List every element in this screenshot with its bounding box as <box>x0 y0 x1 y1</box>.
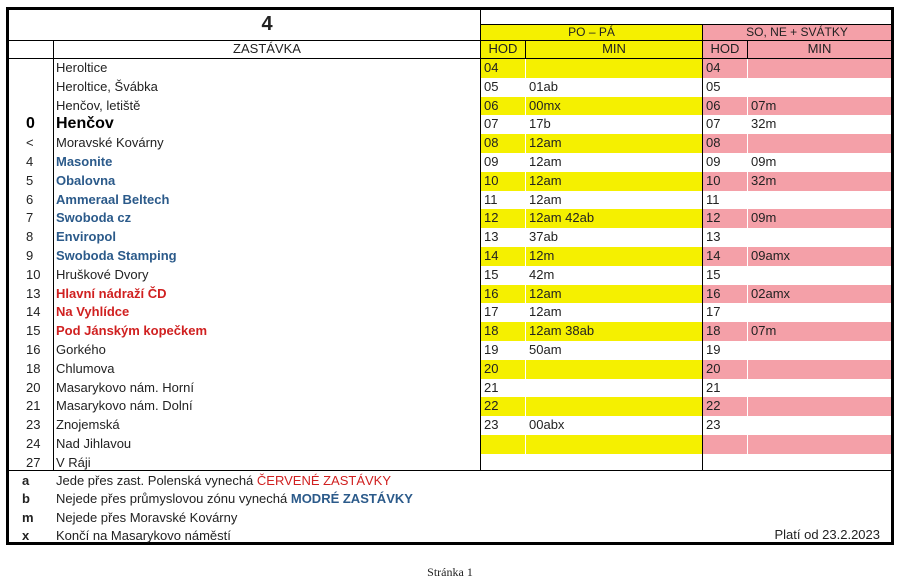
stop-km: 0 <box>26 115 35 133</box>
weekend-min: 07m <box>751 323 777 339</box>
weekday-hod: 18 <box>484 323 499 339</box>
grid-line <box>9 40 892 41</box>
weekday-hod: 10 <box>484 172 499 188</box>
weekday-hod: 04 <box>484 60 499 75</box>
legend-highlight: ČERVENÉ ZASTÁVKY <box>256 473 392 488</box>
weekend-min <box>751 341 889 360</box>
legend-description: Nejede přes průmyslovou zónu vynechá <box>56 491 291 507</box>
weekend-hod: 19 <box>706 342 721 357</box>
weekend-hod: 22 <box>706 398 721 414</box>
weekend-hod: 06 <box>706 97 721 113</box>
weekend-hod: 10 <box>706 172 721 188</box>
weekend-min <box>751 435 889 454</box>
weekday-hod: 07 <box>484 116 499 132</box>
weekday-min: 12am <box>529 135 562 151</box>
weekend-hod: 16 <box>706 285 721 301</box>
stop-km: 8 <box>26 229 34 245</box>
stop-km <box>12 59 52 78</box>
weekend-min <box>751 59 889 78</box>
grid-line <box>702 24 703 470</box>
line-number: 4 <box>261 13 273 35</box>
weekend-min: 09m <box>751 154 777 169</box>
weekend-hod: 07 <box>706 116 721 132</box>
weekend-hod: 11 <box>706 191 720 207</box>
stop-km: 21 <box>26 398 41 414</box>
legend-description: Končí na Masarykovo náměstí <box>56 527 231 543</box>
legend-text <box>56 490 516 508</box>
legend-description: Nejede přes Moravské Kovárny <box>56 509 238 525</box>
legend-text <box>56 527 516 545</box>
stop-km: 15 <box>26 323 41 339</box>
weekday-min <box>529 59 699 78</box>
weekday-hod: 14 <box>484 248 499 263</box>
stop-name: Masonite <box>56 154 113 169</box>
weekday-header: PO – PÁ <box>568 25 615 39</box>
weekend-hod: 21 <box>706 379 721 395</box>
stop-km: 9 <box>26 248 34 263</box>
stop-km: 20 <box>26 379 41 395</box>
weekday-hod: 06 <box>484 97 499 113</box>
stop-name: Znojemská <box>56 417 120 433</box>
legend-description: Jede přes zast. Polenská vynechá <box>56 473 257 488</box>
weekend-min <box>751 416 889 435</box>
stop-name: Moravské Kovárny <box>56 135 164 151</box>
legend-highlight: MODRÉ ZASTÁVKY <box>290 491 413 507</box>
stop-km: 18 <box>26 360 41 376</box>
zastavka-header: ZASTÁVKA <box>233 41 301 56</box>
legend-text <box>56 472 516 490</box>
weekday-min: 12m <box>529 248 555 263</box>
grid-line <box>481 24 892 25</box>
weekday-min: 17b <box>529 116 551 132</box>
weekday-min <box>529 360 699 379</box>
weekend-min <box>751 303 889 322</box>
weekend-min: 07m <box>751 97 777 113</box>
weekend-min: 32m <box>751 116 777 132</box>
legend-key: x <box>22 527 30 543</box>
stop-km: 24 <box>26 436 41 451</box>
stop-name: Masarykovo nám. Dolní <box>56 398 193 414</box>
weekday-min: 00abx <box>529 417 565 433</box>
weekday-hod: 12 <box>484 210 499 226</box>
weekend-min <box>751 191 889 210</box>
weekend-min: 02amx <box>751 285 791 301</box>
stop-km: < <box>26 135 34 151</box>
stop-km: 13 <box>26 285 41 301</box>
stop-km: 6 <box>26 191 34 207</box>
grid-line <box>525 58 526 470</box>
weekday-min <box>529 379 699 398</box>
weekend-hod: 08 <box>706 135 721 151</box>
weekday-min: 12am <box>529 172 562 188</box>
weekday-min-header: MIN <box>602 41 626 56</box>
weekend-hod: 04 <box>706 60 721 75</box>
stop-km <box>12 78 52 97</box>
stop-name: Obalovna <box>56 172 116 188</box>
weekday-hod: 08 <box>484 135 499 151</box>
weekend-hod: 14 <box>706 248 721 263</box>
weekday-hod: 21 <box>484 379 499 395</box>
weekday-min <box>529 397 699 416</box>
weekday-hod: 20 <box>484 360 499 376</box>
weekend-hod: 17 <box>706 304 721 320</box>
weekday-min <box>529 435 699 454</box>
stop-name: Ammeraal Beltech <box>56 191 170 207</box>
stop-km: 23 <box>26 417 41 433</box>
weekday-min: 12am <box>529 304 562 320</box>
stop-name: Pod Jánským kopečkem <box>56 323 208 339</box>
weekend-hod: 18 <box>706 323 721 339</box>
stop-km: 10 <box>26 266 41 282</box>
stop-name: Henčov <box>56 115 114 133</box>
stop-name: Hlavní nádraží ČD <box>56 285 167 301</box>
weekday-min: 12am <box>529 191 562 207</box>
stop-km: 16 <box>26 342 41 357</box>
weekday-hod: 22 <box>484 398 499 414</box>
weekday-min: 01ab <box>529 78 558 94</box>
weekend-min <box>751 78 889 97</box>
stop-km: 7 <box>26 210 34 226</box>
weekend-min <box>751 228 889 247</box>
stop-name: V Ráji <box>56 454 91 470</box>
stop-name: Hruškové Dvory <box>56 266 149 282</box>
weekday-min: 12am 38ab <box>529 323 595 339</box>
weekend-min <box>751 266 889 285</box>
stop-name: Swoboda cz <box>56 210 132 226</box>
weekend-min-header: MIN <box>807 41 832 56</box>
stop-km: 14 <box>26 304 41 320</box>
stop-km: 27 <box>26 454 41 470</box>
weekend-min: 09amx <box>751 248 791 263</box>
legend-key: b <box>22 491 30 507</box>
weekend-hod: 23 <box>706 417 721 433</box>
weekday-min: 12am <box>529 285 562 301</box>
weekend-min <box>751 360 889 379</box>
weekend-hod: 13 <box>706 229 721 245</box>
weekday-hod: 09 <box>484 154 499 169</box>
grid-line <box>747 58 748 470</box>
stop-km: 5 <box>26 172 34 188</box>
weekend-hod: 12 <box>706 210 721 226</box>
stop-name: Enviropol <box>56 229 116 245</box>
stop-name: Chlumova <box>56 360 115 376</box>
stop-name: Heroltice <box>56 60 108 75</box>
weekend-min <box>751 134 889 153</box>
weekend-min <box>751 397 889 416</box>
weekday-hod: 11 <box>484 191 498 207</box>
stop-km: 4 <box>26 154 34 169</box>
grid-line <box>53 40 54 470</box>
weekday-hod: 16 <box>484 285 499 301</box>
stop-km <box>12 97 52 116</box>
weekday-min: 50am <box>529 342 562 357</box>
stop-name: Swoboda Stamping <box>56 248 177 263</box>
weekday-hod: 17 <box>484 304 499 320</box>
stop-name: Henčov, letiště <box>56 97 141 113</box>
grid-line <box>9 470 892 471</box>
valid-from: Platí od 23.2.2023 <box>774 527 880 542</box>
weekday-hod: 23 <box>484 417 499 433</box>
page-number: Stránka 1 <box>427 565 473 579</box>
legend-key: m <box>22 509 34 525</box>
weekday-hod <box>484 435 524 454</box>
legend-key: a <box>22 473 30 488</box>
weekday-min: 37ab <box>529 229 558 245</box>
grid-line <box>525 40 526 59</box>
weekend-hod: 05 <box>706 78 721 94</box>
stop-name: Nad Jihlavou <box>56 436 132 451</box>
legend-text <box>56 509 516 527</box>
weekend-hod <box>706 435 746 454</box>
weekend-hod-header: HOD <box>710 41 740 56</box>
weekend-hod: 20 <box>706 360 721 376</box>
weekend-min: 32m <box>751 172 777 188</box>
weekday-hod: 19 <box>484 342 499 357</box>
weekend-hod: 09 <box>706 154 721 169</box>
grid-line <box>480 10 481 470</box>
stop-name: Masarykovo nám. Horní <box>56 379 194 395</box>
weekday-min: 12am <box>529 154 562 169</box>
stop-name: Heroltice, Švábka <box>56 78 158 94</box>
weekday-min: 42m <box>529 266 555 282</box>
stop-name: Gorkého <box>56 342 106 357</box>
grid-line <box>9 58 892 59</box>
stop-name: Na Vyhlídce <box>56 304 130 320</box>
weekday-hod: 13 <box>484 229 499 245</box>
weekday-min: 00mx <box>529 97 561 113</box>
weekday-hod: 15 <box>484 266 499 282</box>
weekday-hod-header: HOD <box>488 41 518 56</box>
weekday-hod: 05 <box>484 78 499 94</box>
weekend-header: SO, NE + SVÁTKY <box>746 25 848 39</box>
weekend-hod: 15 <box>706 266 721 282</box>
weekend-min: 09m <box>751 210 777 226</box>
weekend-min <box>751 379 889 398</box>
grid-line <box>747 40 748 59</box>
weekday-min: 12am 42ab <box>529 210 595 226</box>
